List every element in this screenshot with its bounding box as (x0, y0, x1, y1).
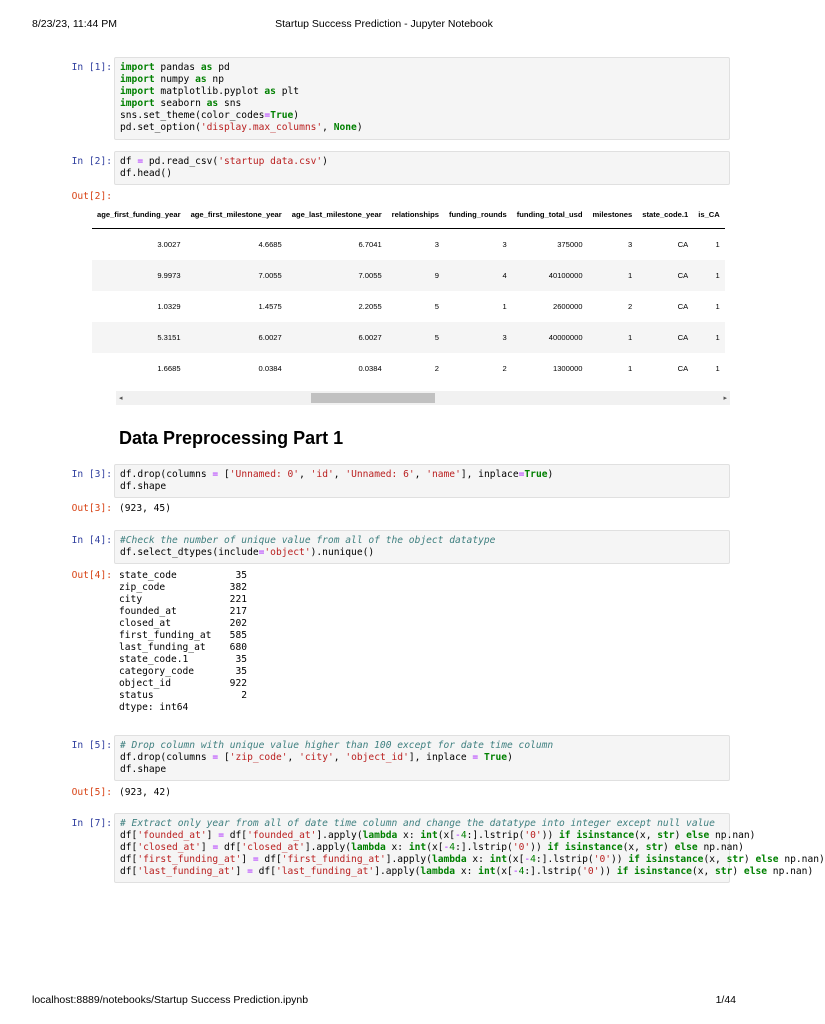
series-line (119, 666, 247, 678)
print-title: Startup Success Prediction - Jupyter Notebook (275, 18, 493, 30)
table-cell: 0.0384 (358, 364, 382, 373)
series-value: 680 (229, 642, 247, 653)
column-header: milestones (588, 200, 638, 229)
series-line (119, 630, 247, 642)
table-cell: 3 (627, 240, 633, 249)
print-datetime: 8/23/23, 11:44 PM (32, 18, 118, 30)
table-cell: CA (637, 260, 693, 291)
table-cell: CA (677, 364, 689, 373)
series-value: 35 (235, 666, 247, 677)
series-line (119, 594, 247, 606)
output-prompt: Out[5]: (71, 787, 112, 798)
code-text: # Drop column with unique value higher than 100 except for date time column df.drop(columns = ['zip_code', 'city', 'object_id'], inplace = True) df.shape (120, 740, 554, 775)
shape-output: (923, 42) (119, 787, 171, 798)
series-index: state_code.1 (119, 654, 189, 665)
table-cell: 2 (627, 302, 633, 311)
series-value: 35 (235, 654, 247, 665)
scroll-left-arrow-icon[interactable]: ◂ (119, 395, 123, 402)
shape-output: (923, 45) (119, 503, 171, 514)
series-value: 2 (241, 690, 247, 701)
table-cell: 6.0027 (287, 322, 387, 353)
table-cell: 1 (693, 322, 725, 353)
code-cell-4[interactable] (114, 530, 730, 564)
page-number: 1/44 (715, 994, 736, 1006)
table-row (92, 353, 725, 384)
table-header-row (92, 200, 725, 229)
series-value: 202 (229, 618, 247, 629)
code-cell-2[interactable] (114, 151, 730, 185)
table-cell: 2 (502, 364, 507, 373)
code-text: #Check the number of unique value from all of the object datatype df.select_dtypes(include='object').nunique() (120, 535, 496, 558)
table-cell: 375000 (557, 240, 583, 249)
series-value: 922 (229, 678, 247, 689)
print-url: localhost:8889/notebooks/Startup Success Prediction.ipynb (32, 994, 309, 1006)
code-text: import pandas as pd import numpy as np import matplotlib.pyplot as plt import seaborn as sns sns.set_theme(color_codes=True) pd.set_option('display.max_columns', None) (120, 62, 363, 133)
table-cell: 6.0027 (186, 322, 287, 353)
series-index: category_code (119, 666, 195, 677)
table-cell: 1.4575 (258, 302, 282, 311)
column-header: funding_rounds (444, 200, 512, 229)
series-index: closed_at (119, 618, 171, 629)
series-index: zip_code (119, 582, 166, 593)
series-line (119, 654, 247, 666)
table-cell: 7.0055 (186, 260, 287, 291)
table-cell: 1 (715, 364, 720, 373)
output-prompt: Out[3]: (71, 503, 112, 514)
series-line (119, 618, 247, 630)
series-index: first_funding_at (119, 630, 212, 641)
table-cell: 9.9973 (92, 260, 186, 291)
table-cell: 2 (434, 364, 439, 373)
table-cell: 6.7041 (358, 240, 382, 249)
input-prompt: In [4]: (71, 535, 112, 546)
table-row (92, 229, 725, 261)
nunique-output (119, 570, 247, 714)
table-cell: 40000000 (512, 322, 588, 353)
code-cell-5[interactable] (114, 735, 730, 781)
dataframe-output (97, 200, 728, 390)
table-cell: 3.0027 (157, 240, 181, 249)
series-index: last_funding_at (119, 642, 206, 653)
series-value: 221 (229, 594, 247, 605)
input-prompt: In [7]: (71, 818, 112, 829)
input-prompt: In [5]: (71, 740, 112, 751)
series-value: 382 (229, 582, 247, 593)
output-prompt: Out[2]: (71, 191, 112, 202)
table-cell: 0.0384 (258, 364, 282, 373)
table-cell: 9 (387, 260, 444, 291)
series-dtype: dtype: int64 (119, 702, 189, 713)
column-header: age_last_milestone_year (287, 200, 387, 229)
series-line (119, 690, 247, 702)
table-cell: 5.3151 (92, 322, 186, 353)
column-header: age_first_milestone_year (186, 200, 287, 229)
table-cell: 1 (715, 240, 720, 249)
table-cell: 5 (387, 322, 444, 353)
series-line (119, 678, 247, 690)
column-header: state_code.1 (637, 200, 693, 229)
table-cell: 1.6685 (157, 364, 181, 373)
input-prompt: In [3]: (71, 469, 112, 480)
table-cell: CA (677, 302, 689, 311)
table-cell: 1 (588, 260, 638, 291)
code-cell-1[interactable] (114, 57, 730, 140)
table-cell: 1 (627, 364, 633, 373)
series-index: state_code (119, 570, 177, 581)
table-row (92, 291, 725, 322)
table-cell: 7.0055 (287, 260, 387, 291)
table-cell: 1.0329 (157, 302, 181, 311)
section-heading: Data Preprocessing Part 1 (119, 428, 344, 448)
table-row (92, 322, 725, 353)
input-prompt: In [2]: (71, 156, 112, 167)
table-cell: CA (677, 240, 689, 249)
series-index: founded_at (119, 606, 177, 617)
table-cell: 3 (434, 240, 439, 249)
series-line (119, 642, 247, 654)
series-value: 35 (235, 570, 247, 581)
code-text: # Extract only year from all of date time column and change the datatype into integer except null value df['founded_at'] = df['founded_at'].apply(lambda x: int(x[-4:].lstrip('0')) if isinstance(x, str) else np.nan) df['closed_at'] = df['closed_at'].apply(lambda x: int(x[-4:].lstrip('0')) if isinstance(x, str) else np.nan) df['first_funding_at'] = df['first_funding_at'].apply(lambda x: int(x[-4:].lstrip('0')) if isinstance(x, str) else np.nan) df['last_funding_at'] = df['last_funding_at'].apply(lambda x: int(x[-4:].lstrip('0')) if isinstance(x, str) else np.nan) (120, 818, 825, 877)
series-value: 585 (229, 630, 247, 641)
output-prompt: Out[4]: (71, 570, 112, 581)
table-row (92, 260, 725, 291)
table-cell: 1 (693, 260, 725, 291)
column-header: age_first_funding_year (92, 200, 186, 229)
series-value: 217 (229, 606, 247, 617)
code-cell-3[interactable] (114, 464, 730, 498)
code-text: df.drop(columns = ['Unnamed: 0', 'id', 'Unnamed: 6', 'name'], inplace=True) df.shape (120, 469, 554, 492)
series-line (119, 570, 247, 582)
table-cell: 4 (444, 260, 512, 291)
table-cell: 2600000 (552, 302, 583, 311)
input-prompt: In [1]: (71, 62, 112, 73)
series-line (119, 582, 247, 594)
horizontal-scrollbar[interactable] (116, 391, 730, 405)
table-cell: 3 (502, 240, 507, 249)
table-cell: 4.6685 (258, 240, 282, 249)
code-cell-7[interactable] (114, 813, 825, 883)
column-header: is_CA (693, 200, 725, 229)
table-cell: 2.2055 (358, 302, 382, 311)
code-text: df = pd.read_csv('startup data.csv') df.head() (120, 156, 328, 179)
table-cell: CA (637, 322, 693, 353)
scrollbar-thumb[interactable] (311, 393, 435, 403)
table-cell: 40100000 (512, 260, 588, 291)
dataframe-table (92, 200, 725, 384)
table-cell: 1 (588, 322, 638, 353)
scroll-right-arrow-icon[interactable]: ▸ (723, 395, 727, 402)
column-header: funding_total_usd (512, 200, 588, 229)
table-cell: 1 (715, 302, 720, 311)
table-cell: 1300000 (552, 364, 583, 373)
series-index: status (119, 690, 154, 701)
series-index: object_id (119, 678, 171, 689)
table-cell: 5 (434, 302, 439, 311)
series-index: city (119, 594, 143, 605)
table-cell: 1 (502, 302, 507, 311)
column-header: relationships (387, 200, 444, 229)
table-cell: 3 (444, 322, 512, 353)
series-line (119, 606, 247, 618)
